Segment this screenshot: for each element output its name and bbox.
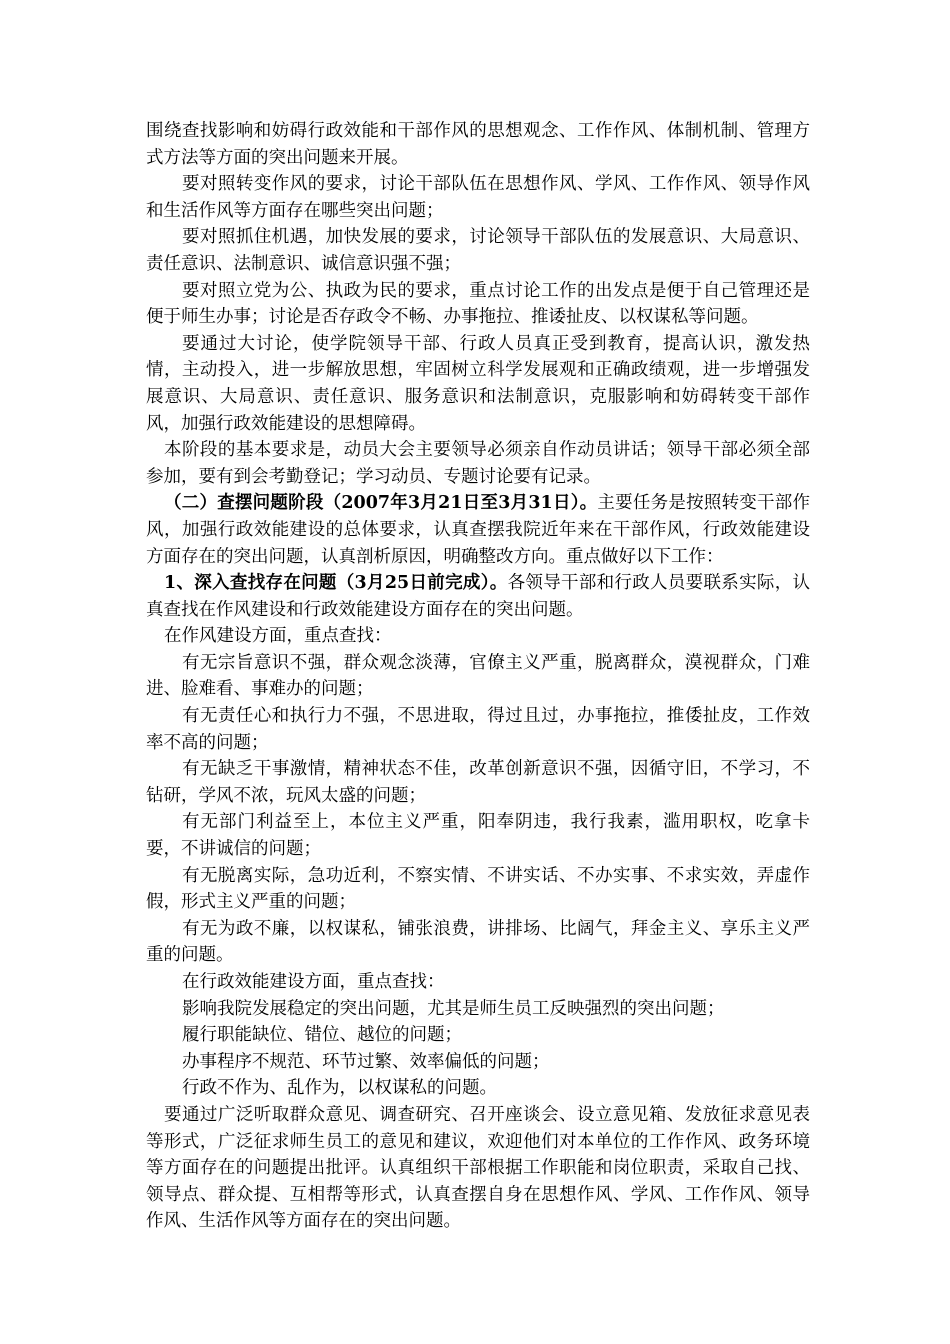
list-item: 办事程序不规范、环节过繁、效率偏低的问题； xyxy=(182,1051,550,1072)
paragraph: 要通过广泛听取群众意见、调查研究、召开座谈会、设立意见箱、发放征求意见表等形式，广泛征求师生员工的意见和建议，欢迎他们对本单位的工作作风、政务环境等方面存在的问题提出批评。认真组织干部根据工作职能和岗位职责，采取自己找、领导点、群众提、互相帮等形式，认真查摆自身在思想作风、学风、工作作风、领导作风、生活作风等方面存在的突出问题。 xyxy=(146,1104,810,1232)
list-item: 有无脱离实际，急功近利，不察实情、不讲实话、不办实事、不求实效，弄虚作假，形式主义严重的问题； xyxy=(146,865,810,913)
paragraph: 要对照抓住机遇，加快发展的要求，讨论领导干部队伍的发展意识、大局意识、责任意识、法制意识、诚信意识强不强； xyxy=(146,227,810,274)
paragraph: 要对照立党为公、执政为民的要求，重点讨论工作的出发点是便于自己管理还是便于师生办事；讨论是否存政令不畅、办事拖拉、推诿扯皮、以权谋私等问题。 xyxy=(146,280,810,328)
paragraph: 本阶段的基本要求是，动员大会主要领导必须亲自作动员讲话；领导干部必须全部参加，要有到会考勤登记；学习动员、专题讨论要有记录。 xyxy=(146,440,810,487)
list-item: 有无缺乏干事激情，精神状态不佳，改革创新意识不强，因循守旧，不学习，不钻研，学风不浓，玩风太盛的问题； xyxy=(146,759,810,806)
paragraph: 围绕查找影响和妨碍行政效能和干部作风的思想观念、工作作风、体制机制、管理方式方法等方面的突出问题来开展。 xyxy=(146,121,810,168)
list-item: 有无部门利益至上，本位主义严重，阳奉阴违，我行我素，滥用职权，吃拿卡要，不讲诚信的问题； xyxy=(146,812,810,860)
subsection-heading-paragraph: 1、深入查找存在问题（3月25日前完成）。各领导干部和行政人员要联系实际，认真查找在作风建设和行政效能建设方面存在的突出问题。 xyxy=(146,573,810,620)
list-item: 有无为政不廉，以权谋私，铺张浪费，讲排场、比阔气，拜金主义、享乐主义严重的问题。 xyxy=(146,918,810,966)
list-item: 履行职能缺位、错位、越位的问题； xyxy=(182,1025,462,1046)
subsection-heading: 1、深入查找存在问题（3月25日前完成）。 xyxy=(164,573,508,594)
section-heading-paragraph: （二）查摆问题阶段（2007年3月21日至3月31日）。主要任务是按照转变干部作风，加强行政效能建设的总体要求，认真查摆我院近年来在干部作风，行政效能建设方面存在的突出问题，认真剖析原因，明确整改方向。重点做好以下工作： xyxy=(146,493,811,567)
list-item: 有无责任心和执行力不强，不思进取，得过且过，办事拖拉，推倭扯皮，工作效率不高的问题； xyxy=(146,706,810,753)
paragraph: 在行政效能建设方面，重点查找： xyxy=(182,972,445,992)
document-page xyxy=(146,118,810,1235)
paragraph: 要通过大讨论，使学院领导干部、行政人员真正受到教育，提高认识，激发热情，主动投入，进一步解放思想，牢固树立科学发展观和正确政绩观，进一步增强发展意识、大局意识、责任意识、服务意识和法制意识，克服影响和妨碍转变干部作风，加强行政效能建设的思想障碍。 xyxy=(146,333,810,434)
list-item: 影响我院发展稳定的突出问题，尤其是师生员工反映强烈的突出问题； xyxy=(182,998,725,1019)
paragraph: 要对照转变作风的要求，讨论干部队伍在思想作风、学风、工作作风、领导作风和生活作风等方面存在哪些突出问题； xyxy=(146,174,810,221)
section-heading: （二）查摆问题阶段（2007年3月21日至3月31日）。 xyxy=(164,493,598,514)
list-item: 有无宗旨意识不强，群众观念淡薄，官僚主义严重，脱离群众，漠视群众，门难进、脸难看、事难办的问题； xyxy=(146,652,810,700)
list-item: 行政不作为、乱作为，以权谋私的问题。 xyxy=(182,1078,497,1099)
paragraph: 在作风建设方面，重点查找： xyxy=(164,626,392,647)
